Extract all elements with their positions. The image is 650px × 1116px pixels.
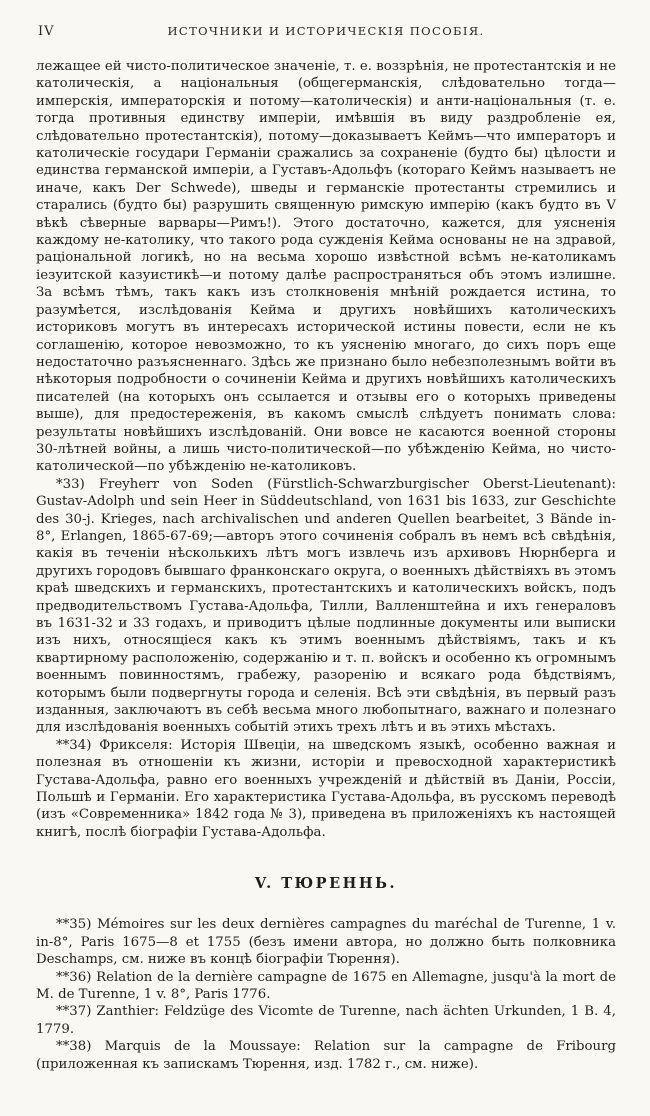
footnote-entry-36: **36) Relation de la dernière campagne de 1675 en Allemagne, jusqu'à la mort de M. de Turenne, 1 v. 8°, Paris 1776.	[36, 969, 616, 1002]
page-number: IV	[38, 24, 55, 39]
paragraph-continuation: лежащее ей чисто-политическое значеніе, т. е. воззрѣнія, не протестантскія и не католическія, а національныя (общегерманскія, слѣдовательно тогда—имперскія, императорскія и потому—католическія) и анти-національныя (т. е. тогда противныя единству имперіи, имѣвшія въ виду раздробленіе ея, слѣдовательно протестантскія), потому—доказываетъ Кеймъ—что императоръ и католическіе государи Германіи сражались за сохраненіе (будто бы) цѣлости и единства германской имперіи, а Густавъ-Адольфъ (котораго Кеймъ называетъ не иначе, какъ Der Schwede), шведы и германскіе протестанты стремились и старались (будто бы) разрушить священную римскую имперію (какъ будто въ V вѣкѣ сѣверные варвары—Римъ!). Этого достаточно, кажется, для уясненія каждому не-католику, что такого рода сужденія Кейма основаны не на здравой, раціональной логикѣ, но на весьма хорошо извѣстной всѣмъ не-католикамъ іезуитской казуистикѣ—и потому далѣе распространяться объ этомъ излишне. За всѣмъ тѣмъ, такъ какъ изъ столкновенія мнѣній рождается истина, то разумѣется, изслѣдованія Кейма и другихъ новѣйшихъ католическихъ историковъ могутъ въ интересахъ исторической истины повести, если не къ соглашенію, которое невозможно, то къ уясненію многаго, до сихъ поръ еще недостаточно разъясненнаго. Здѣсь же признано было небезполезнымъ войти въ нѣкоторыя подробности о сочиненіи Кейма и другихъ новѣйшихъ католическихъ писателей (на которыхъ онъ ссылается и отзывы его о которыхъ приведены выше), для предостереженія, въ какомъ смыслѣ слѣдуетъ понимать слова: результаты новѣйшихъ изслѣдованій. Они вовсе не касаются военной стороны 30-лѣтней войны, а лишь чисто-политической—по убѣжденію Кейма, но чисто-католической—по убѣжденію не-католиковъ.	[36, 59, 616, 475]
running-header-title: ИСТОЧНИКИ И ИСТОРИЧЕСКІЯ ПОСОБІЯ.	[167, 24, 485, 38]
footnote-entry-38: **38) Marquis de la Moussaye: Relation sur la campagne de Fribourg (приложенная къ запискамъ Тюрення, изд. 1782 г., см. ниже).	[36, 1039, 616, 1072]
footnote-entry-34: **34) Фрикселя: Исторія Швеціи, на шведскомъ языкѣ, особенно важная и полезная въ отношеніи къ жизни, исторіи и превосходной характеристикѣ Густава-Адольфа, равно его военныхъ учрежденій и дѣйствій въ Даніи, Россіи, Польшѣ и Германіи. Его характеристика Густава-Адольфа, въ русскомъ переводѣ (изъ «Современника» 1842 года № 3), приведена въ приложеніяхъ къ настоящей книгѣ, послѣ біографіи Густава-Адольфа.	[36, 737, 616, 840]
section-heading: V. ТЮРЕННЬ.	[254, 875, 398, 893]
footnote-entry-35: **35) Mémoires sur les deux dernières campagnes du maréchal de Turenne, 1 v. in-8°, Paris 1675—8 et 1755 (безъ имени автора, но должно быть полковника Deschamps, см. ниже въ концѣ біографіи Тюрення).	[36, 917, 616, 968]
running-header	[36, 24, 616, 44]
footnote-entry-33: *33) Freyherr von Soden (Fürstlich-Schwarzburgischer Oberst-Lieutenant): Gustav-Adolph und sein Heer in Süddeutschland, von 1631 bis 1633, zur Geschichte des 30-j. Krieges, nach archivalischen und anderen Quellen bearbeitet, 3 Bände in-8°, Erlangen, 1865-67-69;—авторъ этого сочиненія собралъ въ немъ всѣ свѣдѣнія, какія въ теченіи нѣсколькихъ лѣтъ могъ извлечь изъ архивовъ Нюрнберга и другихъ городовъ бывшаго франконскаго округа, о военныхъ дѣйствіяхъ въ этомъ краѣ шведскихъ и германскихъ, протестантскихъ и католическихъ войскъ, подъ предводительствомъ Густава-Адольфа, Тилли, Валленштейна и ихъ генераловъ въ 1631-32 и 33 годахъ, и приводитъ цѣлые подлинные документы или выписки изъ нихъ, относящіеся какъ къ этимъ военнымъ дѣйствіямъ, такъ и къ квартирному расположенію, содержанію и т. п. войскъ и особенно къ огромнымъ военнымъ повинностямъ, грабежу, разоренію и всякаго рода бѣдствіямъ, которымъ были подвергнуты города и селенія. Всѣ эти свѣдѣнія, въ первый разъ изданныя, заключаютъ въ себѣ весьма много любопытнаго, важнаго и полезнаго для изслѣдованія военныхъ событій этихъ трехъ лѣтъ и въ этихъ мѣстахъ.	[36, 476, 616, 736]
page-body	[36, 58, 616, 1073]
footnote-entry-37: **37) Zanthier: Feldzüge des Vicomte de Turenne, nach ächten Urkunden, 1 B. 4, 1779.	[36, 1004, 616, 1037]
